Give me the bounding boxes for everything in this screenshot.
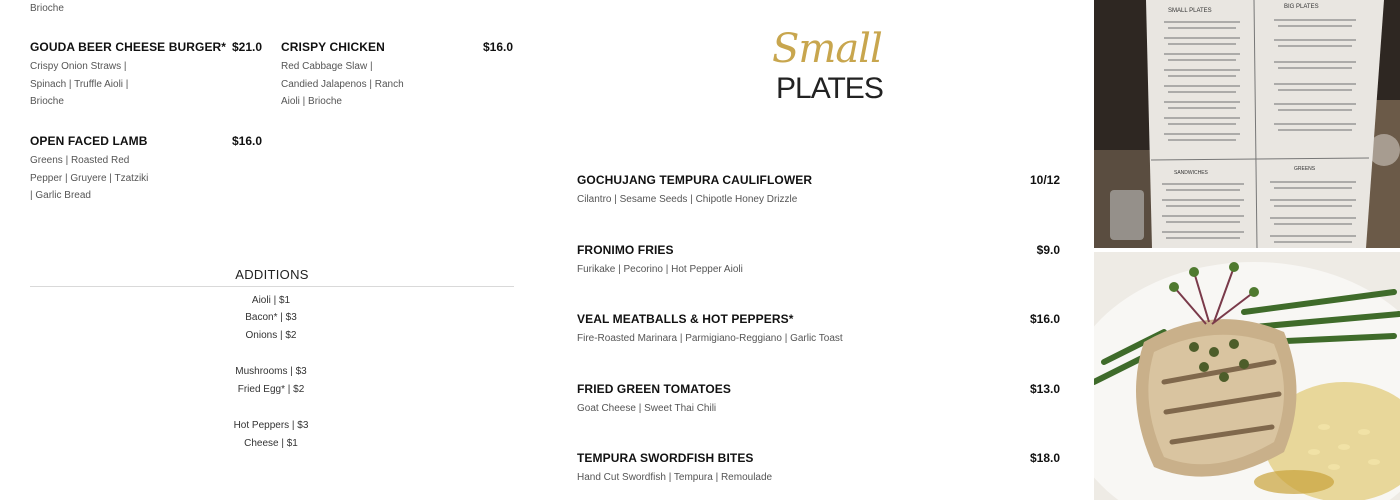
- menu-item-name: VEAL MEATBALLS & HOT PEPPERS*: [577, 312, 794, 326]
- additions-divider: [30, 286, 514, 287]
- menu-item-name: FRIED GREEN TOMATOES: [577, 382, 732, 396]
- menu-photo-col3-head: SANDWICHES: [1174, 170, 1208, 176]
- menu-photo-col1-head: SMALL PLATES: [1168, 8, 1212, 14]
- menu-photo-image: [1094, 0, 1400, 248]
- menu-item-name: FRONIMO FRIES: [577, 243, 674, 257]
- menu-item-name: GOUDA BEER CHEESE BURGER*: [30, 40, 227, 54]
- logo-script-text: Small: [772, 26, 882, 72]
- addition-line: Hot Peppers | $3: [233, 420, 309, 431]
- menu-item-name: GOCHUJANG TEMPURA CAULIFLOWER: [577, 173, 813, 187]
- additions-title: ADDITIONS: [235, 267, 309, 282]
- menu-item-name: TEMPURA SWORDFISH BITES: [577, 451, 754, 465]
- menu-item-price: $16.0: [231, 134, 262, 148]
- menu-item-name: CRISPY CHICKEN: [281, 40, 385, 54]
- brioche-text: Brioche: [30, 3, 64, 14]
- food-photo: [1094, 252, 1400, 500]
- menu-item-description: Crispy Onion Straws | Spinach | Truffle Aioli | Brioche: [30, 61, 129, 107]
- addition-line: Mushrooms | $3: [235, 366, 307, 377]
- menu-item-price: $16.0: [482, 40, 513, 54]
- menu-photo-col4-head: GREENS: [1294, 166, 1316, 172]
- menu-item-price: $9.0: [1036, 243, 1060, 257]
- menu-photo-col2-head: BIG PLATES: [1284, 4, 1319, 10]
- logo-plates-text: PLATES: [776, 72, 883, 105]
- menu-item-description: Goat Cheese | Sweet Thai Chili: [577, 403, 717, 414]
- menu-item-description: Hand Cut Swordfish | Tempura | Remoulade: [577, 472, 773, 483]
- menu-item-description: Greens | Roasted Red Pepper | Gruyere | Tzatziki | Garlic Bread: [30, 155, 149, 201]
- menu-item-description: Cilantro | Sesame Seeds | Chipotle Honey Drizzle: [577, 194, 798, 205]
- small-plates-logo: [760, 26, 890, 106]
- menu-photo: [1094, 0, 1400, 248]
- addition-line: Onions | $2: [245, 330, 297, 341]
- menu-item-price: $13.0: [1029, 382, 1060, 396]
- menu-item-name: OPEN FACED LAMB: [30, 134, 148, 148]
- swordfish-dish-image: [1094, 252, 1400, 500]
- menu-item-price: 10/12: [1029, 173, 1060, 187]
- menu-item-description: Fire-Roasted Marinara | Parmigiano-Reggiano | Garlic Toast: [577, 333, 843, 344]
- addition-line: Fried Egg* | $2: [237, 384, 305, 395]
- menu-item-description: Red Cabbage Slaw | Candied Jalapenos | Ranch Aioli | Brioche: [281, 61, 404, 107]
- menu-item-price: $21.0: [231, 40, 262, 54]
- addition-line: Bacon* | $3: [245, 312, 297, 323]
- menu-item-description: Furikake | Pecorino | Hot Pepper Aioli: [577, 264, 743, 275]
- menu-item-price: $18.0: [1029, 451, 1060, 465]
- menu-item-price: $16.0: [1029, 312, 1060, 326]
- addition-line: Cheese | $1: [244, 438, 298, 449]
- addition-line: Aioli | $1: [251, 295, 291, 306]
